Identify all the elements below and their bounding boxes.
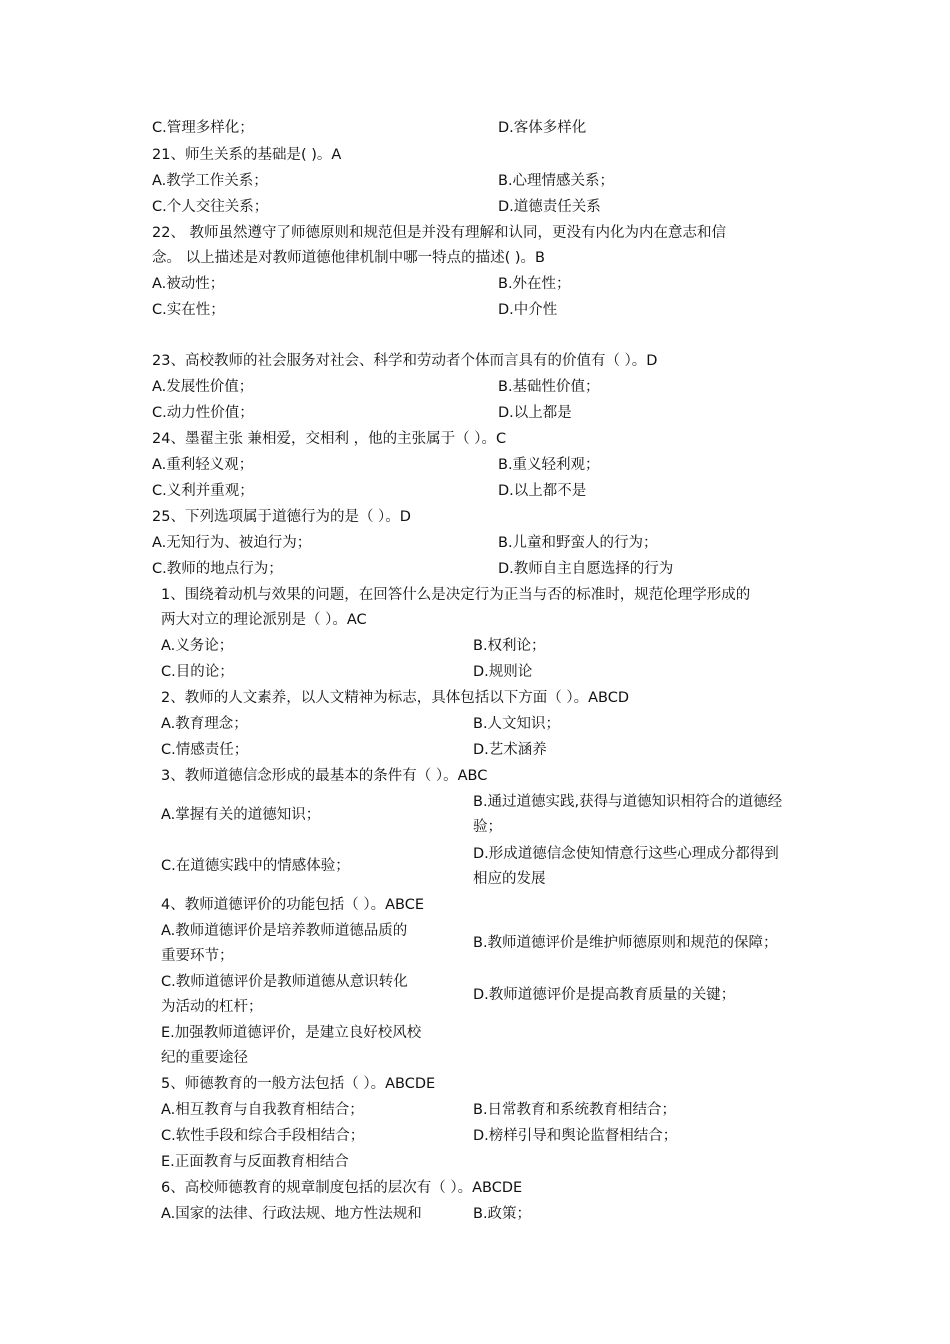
mc-question-3: 3、教师道德信念形成的最基本的条件有（ ）。ABC — [161, 768, 488, 784]
question-21: 21、师生关系的基础是( )。A — [152, 147, 342, 163]
option-c: C.实在性； — [152, 302, 225, 318]
option-a: A.教学工作关系； — [152, 173, 268, 189]
option-b-line-2: 验； — [473, 819, 502, 835]
option-b: B.权利论； — [473, 638, 546, 654]
option-d: D.规则论 — [473, 664, 533, 680]
option-c: C.管理多样化； — [152, 120, 254, 136]
option-d: D.榜样引导和舆论监督相结合； — [473, 1128, 678, 1144]
option-b: B.政策； — [473, 1206, 532, 1222]
option-d: D.以上都不是 — [498, 483, 587, 499]
option-a: A.国家的法律、行政法规、地方性法规和 — [161, 1206, 422, 1222]
option-c: C.情感责任； — [161, 742, 249, 758]
option-c: C.动力性价值； — [152, 405, 254, 421]
option-a: A.重利轻义观； — [152, 457, 254, 473]
option-a: A.掌握有关的道德知识； — [161, 807, 321, 823]
option-b: B.日常教育和系统教育相结合； — [473, 1102, 677, 1118]
option-a: A.被动性； — [152, 276, 225, 292]
option-a: A.无知行为、被迫行为； — [152, 535, 312, 551]
mc-question-1-line-2: 两大对立的理论派别是（ ）。AC — [161, 612, 367, 628]
option-a: A.教育理念； — [161, 716, 248, 732]
option-c: C.教师的地点行为； — [152, 561, 283, 577]
option-d: D.艺术涵养 — [473, 742, 547, 758]
option-c: C.义利并重观； — [152, 483, 254, 499]
option-c-line-2: 为活动的杠杆； — [161, 999, 263, 1015]
mc-question-5: 5、师德教育的一般方法包括（ ）。ABCDE — [161, 1076, 436, 1092]
option-b: B.教师道德评价是维护师德原则和规范的保障； — [473, 935, 778, 951]
option-b: B.基础性价值； — [498, 379, 600, 395]
option-b: B.重义轻利观； — [498, 457, 600, 473]
option-e: E.正面教育与反面教育相结合 — [161, 1154, 349, 1170]
option-a: A.发展性价值； — [152, 379, 254, 395]
option-d: D.道德责任关系 — [498, 199, 601, 215]
option-b: B.外在性； — [498, 276, 571, 292]
option-e-line-2: 纪的重要途径 — [161, 1050, 248, 1066]
option-d: D.教师自主自愿选择的行为 — [498, 561, 674, 577]
option-d: D.中介性 — [498, 302, 558, 318]
mc-question-1-line-1: 1、围绕着动机与效果的问题，在回答什么是决定行为正当与否的标准时，规范伦理学形成的 — [161, 587, 751, 603]
option-d-line-2: 相应的发展 — [473, 871, 546, 887]
question-22-line-1: 22、 教师虽然遵守了师德原则和规范但是并没有理解和认同，更没有内化为内在意志和信 — [152, 225, 727, 241]
option-c-line-1: C.教师道德评价是教师道德从意识转化 — [161, 974, 408, 990]
option-d-line-1: D.形成道德信念使知情意行这些心理成分都得到 — [473, 846, 779, 862]
question-22-line-2: 念。 以上描述是对教师道德他律机制中哪一特点的描述( )。B — [152, 250, 545, 266]
mc-question-4: 4、教师道德评价的功能包括（ ）。ABCE — [161, 897, 424, 913]
option-b: B.人文知识； — [473, 716, 561, 732]
option-b-line-1: B.通过道德实践,获得与道德知识相符合的道德经 — [473, 794, 783, 810]
question-23: 23、高校教师的社会服务对社会、科学和劳动者个体而言具有的价值有（ ）。D — [152, 353, 658, 369]
option-a-line-1: A.教师道德评价是培养教师道德品质的 — [161, 923, 408, 939]
option-b: B.心理情感关系； — [498, 173, 615, 189]
option-e-line-1: E.加强教师道德评价，是建立良好校风校 — [161, 1025, 422, 1041]
option-c: C.在道德实践中的情感体验； — [161, 858, 350, 874]
question-24: 24、墨翟主张 兼相爱，交相利 ，他的主张属于（ ）。C — [152, 431, 507, 447]
option-d: D.教师道德评价是提高教育质量的关键； — [473, 987, 736, 1003]
option-d: D.以上都是 — [498, 405, 572, 421]
option-d: D.客体多样化 — [498, 120, 587, 136]
option-c: C.目的论； — [161, 664, 234, 680]
option-c: C.软性手段和综合手段相结合； — [161, 1128, 365, 1144]
option-a: A.相互教育与自我教育相结合； — [161, 1102, 364, 1118]
mc-question-6: 6、高校师德教育的规章制度包括的层次有（ ）。ABCDE — [161, 1180, 523, 1196]
question-25: 25、下列选项属于道德行为的是（ ）。D — [152, 509, 411, 525]
option-a-line-2: 重要环节； — [161, 948, 234, 964]
option-a: A.义务论； — [161, 638, 234, 654]
option-c: C.个人交往关系； — [152, 199, 269, 215]
option-b: B.儿童和野蛮人的行为； — [498, 535, 658, 551]
mc-question-2: 2、教师的人文素养，以人文精神为标志，具体包括以下方面（ ）。ABCD — [161, 690, 629, 706]
